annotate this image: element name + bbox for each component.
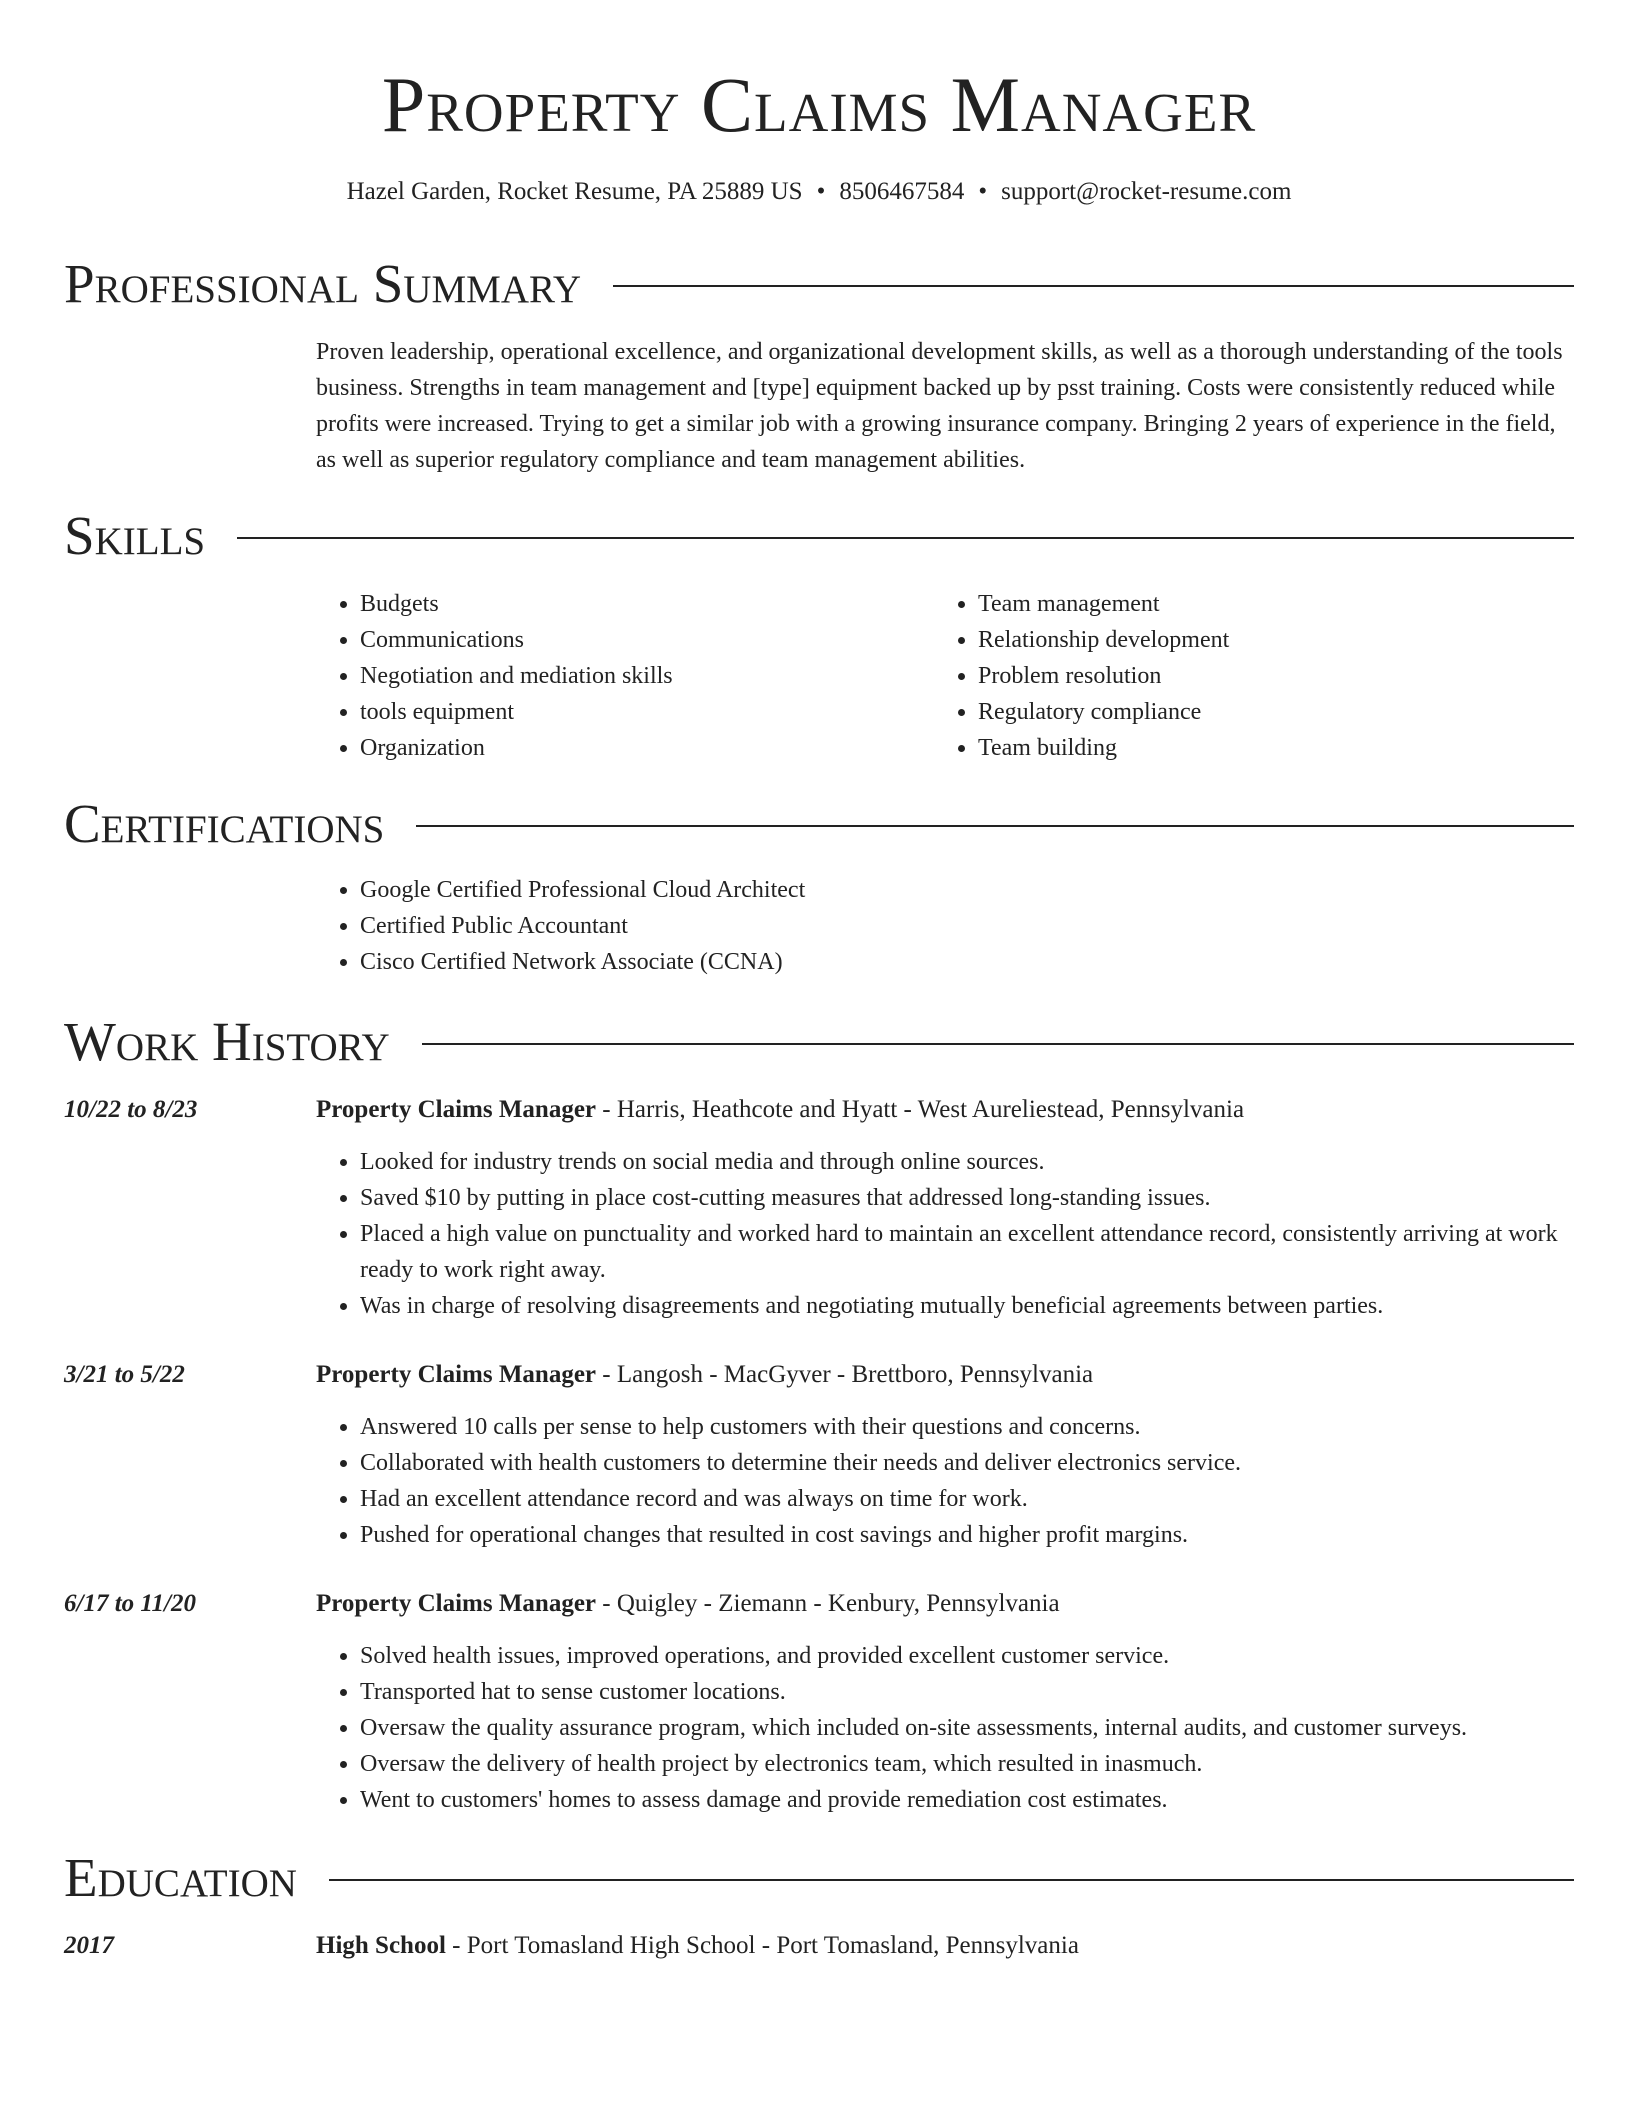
certification-item: • Google Certified Professional Cloud Architect <box>360 872 1574 908</box>
work-bullet: • Collaborated with health customers to determine their needs and deliver electronics service. <box>360 1445 1574 1481</box>
certification-item: • Cisco Certified Network Associate (CCNA) <box>360 944 1574 980</box>
skill-item: • Relationship development <box>978 622 1552 658</box>
education-year: 2017 <box>64 1932 114 1959</box>
job-employer-location: - Harris, Heathcote and Hyatt - West Aureliestead, Pennsylvania <box>596 1096 1245 1123</box>
section-header-work-history <box>64 1010 1574 1074</box>
section-title: Education <box>64 1847 297 1908</box>
work-heading <box>316 1092 1574 1128</box>
job-employer-location: - Langosh - MacGyver - Brettboro, Pennsylvania <box>596 1361 1094 1388</box>
skills-column-left <box>316 586 934 766</box>
work-heading <box>316 1586 1574 1622</box>
work-bullet: • Transported hat to sense customer locations. <box>360 1674 1574 1710</box>
section-header-skills <box>64 504 1574 568</box>
work-bullet: • Placed a high value on punctuality and worked hard to maintain an excellent attendance record, consistently arriving at work ready to work right away. <box>360 1216 1574 1288</box>
work-bullets <box>316 1409 1574 1553</box>
section-title: Work History <box>64 1011 390 1072</box>
education-heading <box>316 1928 1574 1964</box>
skill-item: • Problem resolution <box>978 658 1552 694</box>
work-bullet: • Oversaw the delivery of health project by electronics team, which resulted in inasmuch. <box>360 1746 1574 1782</box>
work-bullet: • Solved health issues, improved operations, and provided excellent customer service. <box>360 1638 1574 1674</box>
work-bullet: • Answered 10 calls per sense to help customers with their questions and concerns. <box>360 1409 1574 1445</box>
section-header-education <box>64 1846 1574 1910</box>
school-location: - Port Tomasland High School - Port Tomasland, Pennsylvania <box>445 1932 1079 1959</box>
section-title: Skills <box>64 505 206 566</box>
certification-item: • Certified Public Accountant <box>360 908 1574 944</box>
work-bullet: • Oversaw the quality assurance program, which included on-site assessments, internal audits, and customer surveys. <box>360 1710 1574 1746</box>
certifications-list <box>316 872 1574 980</box>
work-dates: 10/22 to 8/23 <box>64 1096 198 1123</box>
section-header-certifications <box>64 792 1574 856</box>
work-bullet: • Saved $10 by putting in place cost-cutting measures that addressed long-standing issues. <box>360 1180 1574 1216</box>
contact-phone: 8506467584 <box>839 178 965 205</box>
work-bullet: • Had an excellent attendance record and was always on time for work. <box>360 1481 1574 1517</box>
skill-item: • Negotiation and mediation skills <box>360 658 934 694</box>
skills-column-right <box>934 586 1552 766</box>
section-divider <box>237 537 1574 539</box>
skills-list <box>316 586 1574 766</box>
contact-line <box>64 176 1574 208</box>
contact-separator: • <box>978 178 988 205</box>
contact-separator: • <box>816 178 826 205</box>
skill-item: • tools equipment <box>360 694 934 730</box>
skill-item: • Team management <box>978 586 1552 622</box>
skill-item: • Organization <box>360 730 934 766</box>
work-dates: 6/17 to 11/20 <box>64 1590 196 1617</box>
skill-item: • Budgets <box>360 586 934 622</box>
section-title: Certifications <box>64 793 385 854</box>
work-bullet: • Pushed for operational changes that resulted in cost savings and higher profit margins. <box>360 1517 1574 1553</box>
work-bullets <box>316 1638 1574 1818</box>
skill-item: • Communications <box>360 622 934 658</box>
job-title: Property Claims Manager <box>316 1096 597 1123</box>
work-bullet: • Was in charge of resolving disagreements and negotiating mutually beneficial agreements between parties. <box>360 1288 1574 1324</box>
work-bullets <box>316 1144 1574 1324</box>
degree: High School <box>316 1932 446 1959</box>
skill-item: • Team building <box>978 730 1552 766</box>
skill-item: • Regulatory compliance <box>978 694 1552 730</box>
work-dates: 3/21 to 5/22 <box>64 1361 185 1388</box>
section-divider <box>329 1879 1574 1881</box>
resume-name: Property Claims Manager <box>381 61 1257 148</box>
contact-address: Hazel Garden, Rocket Resume, PA 25889 US <box>346 178 803 205</box>
job-employer-location: - Quigley - Ziemann - Kenbury, Pennsylvania <box>596 1590 1060 1617</box>
job-title: Property Claims Manager <box>316 1361 597 1388</box>
section-divider <box>416 825 1574 827</box>
work-heading <box>316 1357 1574 1393</box>
section-divider <box>613 285 1574 287</box>
section-title: Professional Summary <box>64 253 582 314</box>
work-bullet: • Went to customers' homes to assess damage and provide remediation cost estimates. <box>360 1782 1574 1818</box>
contact-email: support@rocket-resume.com <box>1001 178 1292 205</box>
section-header-summary <box>64 252 1574 316</box>
section-divider <box>422 1043 1574 1045</box>
job-title: Property Claims Manager <box>316 1590 597 1617</box>
work-bullet: • Looked for industry trends on social media and through online sources. <box>360 1144 1574 1180</box>
summary-text: Proven leadership, operational excellence, and organizational development skills, as well as a thorough understanding of the tools business. Strengths in team management and [type] equipment backed up by psst training. Costs were consistently reduced while profits were increased. Trying to get a similar job with a growing insurance company. Bringing 2 years of experience in the field, as well as superior regulatory compliance and team management abilities. <box>316 339 1563 473</box>
